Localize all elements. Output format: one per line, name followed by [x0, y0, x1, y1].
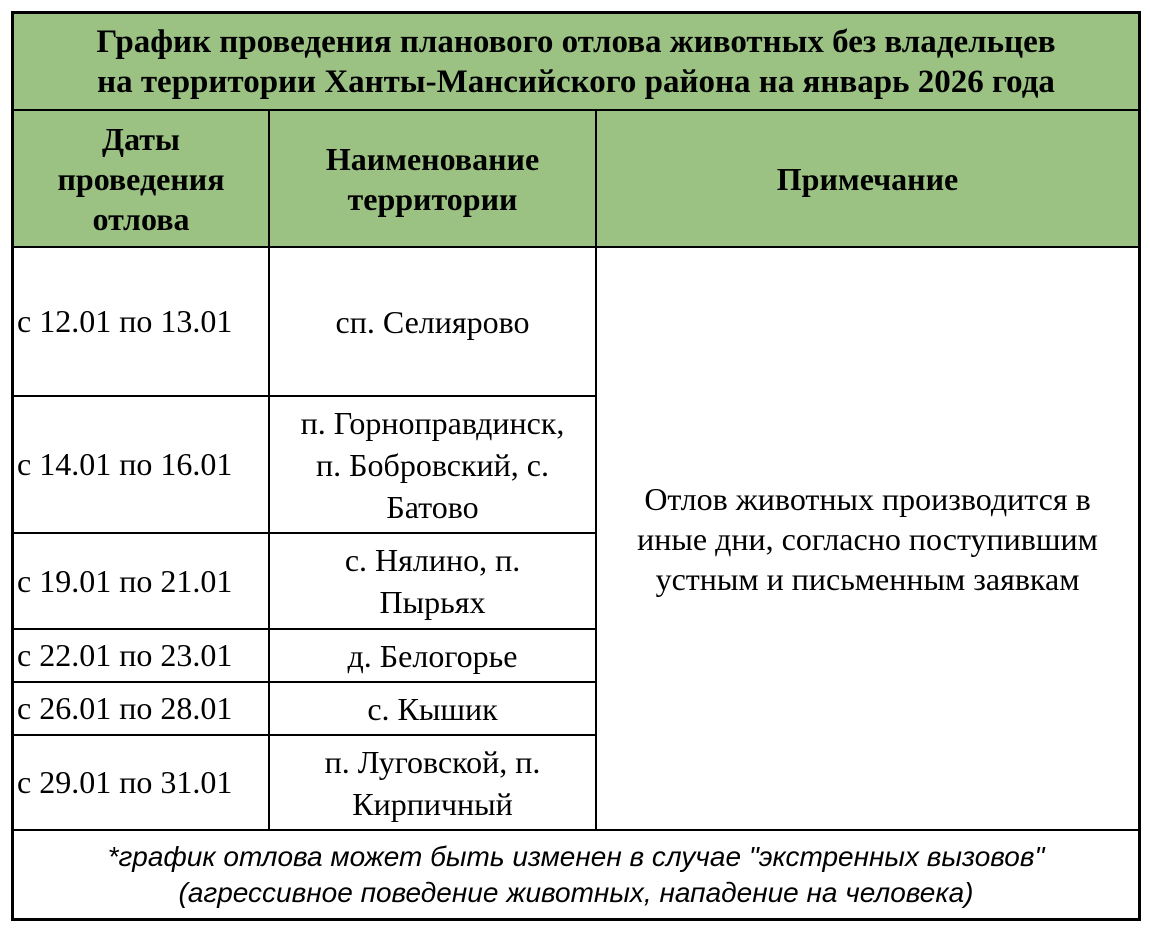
- schedule-table: [14, 14, 1138, 918]
- row-date: с 22.01 по 23.01: [14, 629, 269, 682]
- territory-line: п. Горноправдинск,: [300, 404, 565, 441]
- territory-line: Кирпичный: [352, 785, 513, 822]
- header-territory: [269, 110, 596, 247]
- table-row: [14, 247, 1138, 396]
- territory-line: д. Белогорье: [347, 637, 518, 674]
- footnote-line-2: (агрессивное поведение животных, нападение на человека): [178, 876, 974, 908]
- footnote-line-1: *график отлова может быть изменен в случае "экстренных вызовов": [107, 840, 1045, 872]
- row-territory: [269, 533, 596, 629]
- row-date: с 29.01 по 31.01: [14, 735, 269, 830]
- note-line: иные дни, согласно поступившим: [637, 520, 1098, 557]
- territory-line: Пырьях: [379, 584, 486, 620]
- note-line: Отлов животных производится в: [644, 480, 1091, 517]
- header-dates-line: Даты: [102, 120, 180, 157]
- table-title: [14, 14, 1138, 110]
- territory-line: Батово: [386, 488, 479, 525]
- row-date: с 19.01 по 21.01: [14, 533, 269, 629]
- row-territory: [269, 735, 596, 830]
- row-territory: [269, 682, 596, 735]
- territory-line: с. Нялино, п.: [344, 542, 521, 578]
- title-line-2: на территории Ханты-Мансийского района на январь 2026 года: [97, 63, 1055, 100]
- header-dates: [14, 110, 269, 247]
- note-line: устным и письменным заявкам: [655, 560, 1080, 597]
- row-date: с 26.01 по 28.01: [14, 682, 269, 735]
- territory-line: с. Кышик: [367, 690, 498, 727]
- header-dates-line: проведения: [57, 160, 225, 197]
- territory-line: сп. Селиярово: [335, 303, 530, 340]
- title-line-1: График проведения планового отлова животных без владельцев: [96, 23, 1056, 60]
- territory-line: п. Луговской, п.: [324, 743, 541, 780]
- row-territory: [269, 247, 596, 396]
- header-note: Примечание: [596, 110, 1138, 247]
- row-date: с 12.01 по 13.01: [14, 247, 269, 396]
- row-date: с 14.01 по 16.01: [14, 396, 269, 533]
- footnote: [14, 830, 1138, 918]
- note-cell: [596, 247, 1138, 830]
- header-dates-line: отлова: [92, 200, 190, 237]
- row-territory: [269, 396, 596, 533]
- territory-line: п. Бобровский, с.: [316, 446, 549, 483]
- header-territory-line: территории: [347, 180, 518, 217]
- schedule-document: [11, 11, 1141, 921]
- row-territory: [269, 629, 596, 682]
- header-territory-line: Наименование: [325, 140, 540, 177]
